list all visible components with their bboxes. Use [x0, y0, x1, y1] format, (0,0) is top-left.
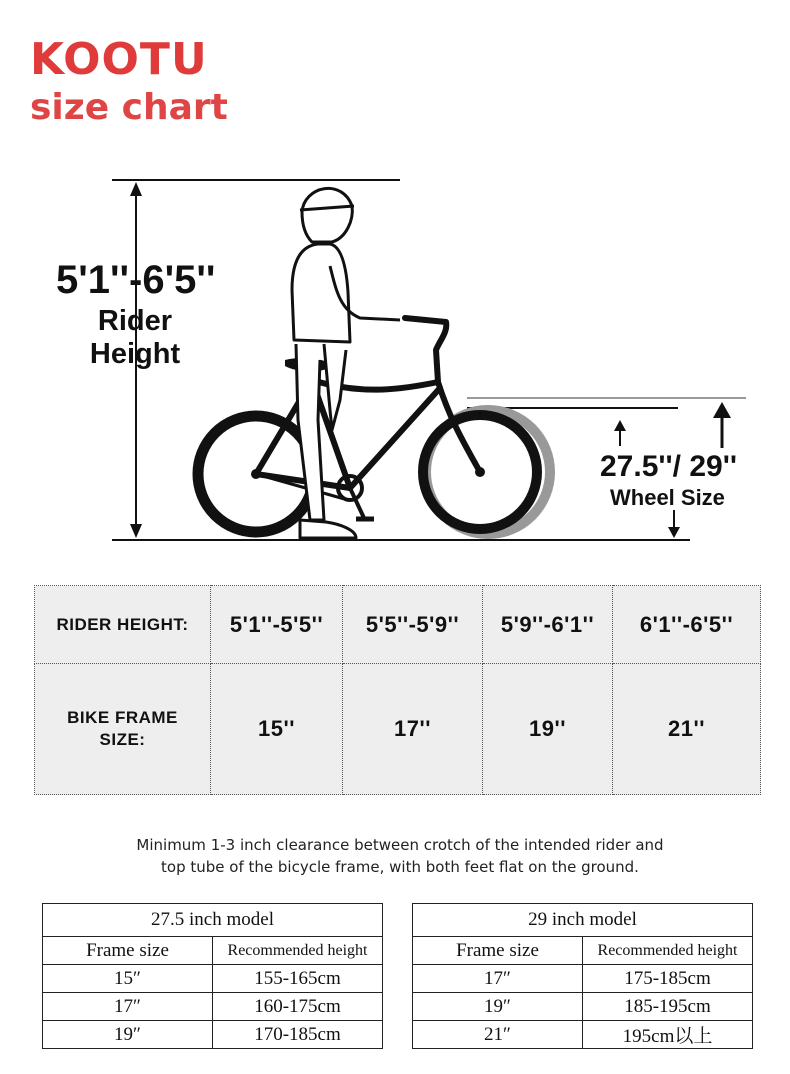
grid-cell: 6'1''-6'5'': [613, 586, 761, 664]
arrow-up-icon: [713, 402, 731, 418]
note-line: top tube of the bicycle frame, with both feet flat on the ground.: [161, 858, 639, 876]
grid-cell: 5'5''-5'9'': [343, 586, 483, 664]
height-cell: 175-185cm: [583, 965, 753, 993]
column-header: Frame size: [413, 937, 583, 965]
grid-cell: 5'1''-5'5'': [211, 586, 343, 664]
frame-cell: 17″: [43, 993, 213, 1021]
table-row: [43, 993, 383, 1021]
table-row: [43, 965, 383, 993]
model-29-table: [412, 903, 753, 1049]
frame-size-row: [35, 664, 761, 795]
height-cell: 170-185cm: [213, 1021, 383, 1049]
grid-cell: 21'': [613, 664, 761, 795]
wheel-size-value: 27.5''/ 29'': [600, 450, 737, 483]
rider-height-range: 5'1''-6'5'': [56, 258, 216, 302]
bike-frame: [256, 318, 480, 488]
model-title: 27.5 inch model: [43, 904, 383, 937]
frame-cell: 19″: [413, 993, 583, 1021]
table-row: [413, 1021, 753, 1049]
frame-size-header: BIKE FRAME SIZE:: [35, 664, 211, 795]
brand-logo: KOOTU: [30, 34, 208, 85]
model-title: 29 inch model: [413, 904, 753, 937]
arrow-down-icon: [668, 527, 680, 538]
column-header: Frame size: [43, 937, 213, 965]
frame-cell: 17″: [413, 965, 583, 993]
grid-cell: 17'': [343, 664, 483, 795]
column-header: Recommended height: [583, 937, 753, 965]
note-line: Minimum 1-3 inch clearance between crotch of the intended rider and: [136, 836, 664, 854]
wheel-size-label: Wheel Size: [610, 485, 725, 510]
height-cell: 195cm以上: [583, 1021, 753, 1049]
frame-cell: 15″: [43, 965, 213, 993]
rider-height-label: Rider Height: [89, 305, 181, 370]
height-arrow-up-icon: [130, 182, 142, 196]
frame-cell: 19″: [43, 1021, 213, 1049]
height-cell: 160-175cm: [213, 993, 383, 1021]
page-title: size chart: [30, 87, 228, 128]
height-cell: 185-195cm: [583, 993, 753, 1021]
height-arrow-down-icon: [130, 524, 142, 538]
model-275-table: [42, 903, 383, 1049]
column-header: Recommended height: [213, 937, 383, 965]
rider-height-row: [35, 586, 761, 664]
table-row: [413, 965, 753, 993]
arrow-up-icon: [614, 420, 626, 431]
rider-height-header: RIDER HEIGHT:: [35, 586, 211, 664]
grid-cell: 5'9''-6'1'': [483, 586, 613, 664]
height-cell: 155-165cm: [213, 965, 383, 993]
table-row: [413, 993, 753, 1021]
clearance-note: [100, 834, 700, 878]
size-grid-table: [34, 585, 761, 795]
frame-cell: 21″: [413, 1021, 583, 1049]
grid-cell: 15'': [211, 664, 343, 795]
table-row: [43, 1021, 383, 1049]
grid-cell: 19'': [483, 664, 613, 795]
